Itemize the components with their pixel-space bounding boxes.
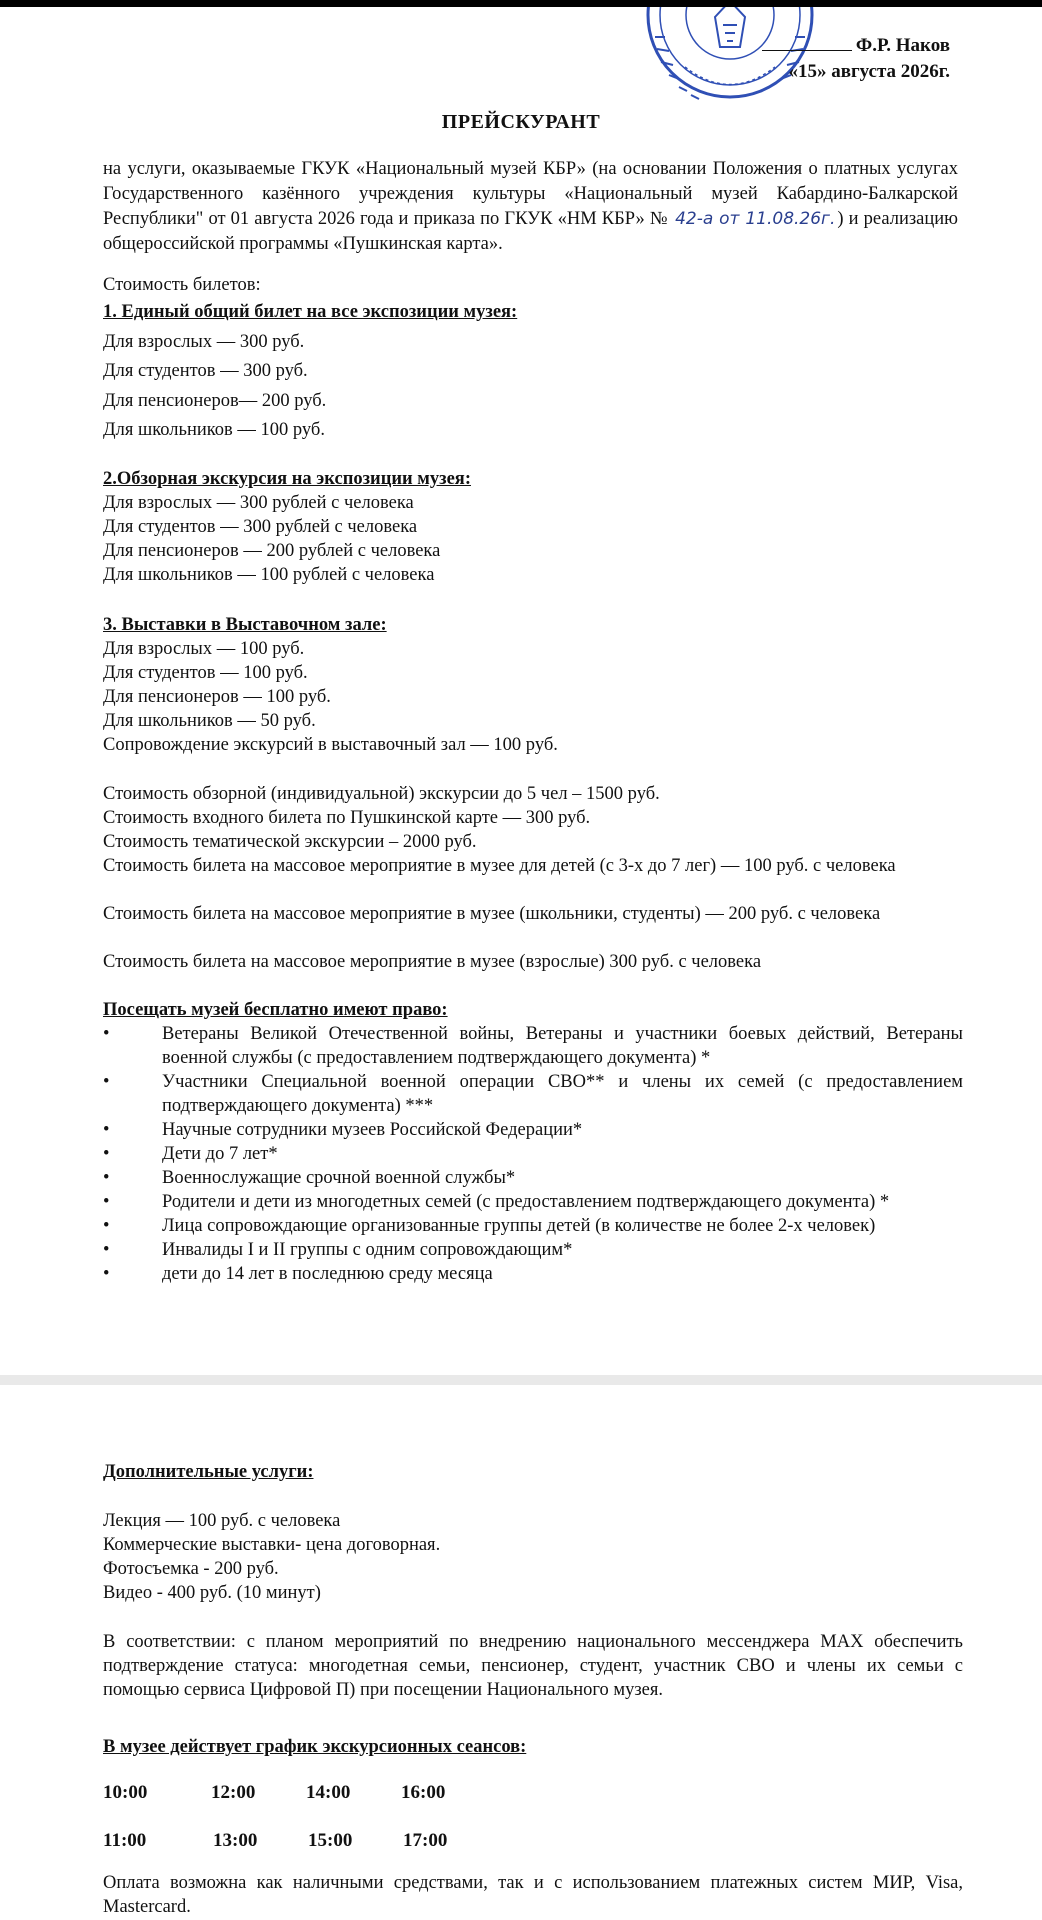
- other-prices-section: [103, 782, 963, 974]
- page-separator: [0, 1375, 1042, 1385]
- signer-name: Ф.Р. Наков: [855, 35, 950, 56]
- list-item: Фотосъемка - 200 руб.: [103, 1559, 279, 1579]
- intro-paragraph: [103, 157, 958, 257]
- list-item: Сопровождение экскурсий в выставочный зал — 100 руб.: [103, 735, 558, 755]
- session-time: 14:00: [306, 1782, 351, 1803]
- list-item: Для студентов — 300 рублей с человека: [103, 517, 418, 537]
- document-title: ПРЕЙСКУРАНТ: [441, 111, 601, 133]
- list-item-text: Научные сотрудники музеев Российской Федерации*: [162, 1120, 583, 1140]
- additional-services-list: [103, 1509, 963, 1605]
- list-item: Для взрослых — 300 рублей с человека: [103, 493, 414, 513]
- list-item: [103, 1238, 963, 1262]
- ticket-prices-section: [103, 272, 963, 446]
- list-item: Для пенсионеров— 200 руб.: [103, 390, 327, 411]
- list-item: [103, 1142, 963, 1166]
- list-item: [103, 1190, 963, 1214]
- list-item: Лекция — 100 руб. с человека: [103, 1511, 341, 1531]
- list-item: Для пенсионеров — 100 руб.: [103, 687, 331, 707]
- list-item: Для школьников — 50 руб.: [103, 711, 316, 731]
- intro-text: на услуги, оказываемые ГКУК «Национальный музей КБР» (на основании Положения о платных услугах Государственного казённого учреждения культуры «Национальный музей Кабардино-Балкарской Республики" от 01 августа 2026 года и приказа по ГКУК «НМ КБР» №: [103, 159, 958, 229]
- bullet: •: [103, 1192, 110, 1212]
- list-item: [103, 1214, 963, 1238]
- list-item: [103, 1022, 963, 1070]
- list-item: Стоимость билета на массовое мероприятие в музее (школьники, студенты) — 200 руб. с человека: [103, 904, 881, 924]
- session-time: 13:00: [213, 1830, 258, 1851]
- free-entry-heading: Посещать музей бесплатно имеют право:: [103, 1000, 448, 1020]
- handwritten-order-number: 42-а от 11.08.26г.: [675, 209, 836, 229]
- list-item-text: Инвалиды I и II группы с одним сопровождающим*: [162, 1240, 573, 1260]
- session-time: 10:00: [103, 1782, 148, 1803]
- list-item-text: Участники Специальной военной операции СВО** и члены их семей (с предоставлением подтверждающего документа) ***: [162, 1072, 963, 1116]
- bullet: •: [103, 1240, 110, 1260]
- bullet: •: [103, 1144, 110, 1164]
- schedule-heading: В музее действует график экскурсионных сеансов:: [103, 1737, 527, 1757]
- list-item: [103, 1118, 963, 1142]
- max-messenger-note: В соответствии: с планом мероприятий по внедрению национального мессенджера МАХ обеспечить подтверждение статуса: многодетная семьи, пенсионер, студент, участник СВО и члены их семьи с помощью сервиса Цифровой П) при посещении Национального музея.: [103, 1632, 963, 1700]
- list-item-text: Военнослужащие срочной военной службы*: [162, 1168, 516, 1188]
- session-time: 11:00: [103, 1830, 147, 1851]
- list-item: Для студентов — 100 руб.: [103, 663, 308, 683]
- list-item: Стоимость тематической экскурсии – 2000 руб.: [103, 832, 477, 852]
- bullet: •: [103, 1120, 110, 1140]
- document-page-1: [0, 7, 1042, 1375]
- list-item-text: Лица сопровождающие организованные группы детей (в количестве не более 2-х человек): [162, 1216, 876, 1236]
- list-item: Для школьников — 100 рублей с человека: [103, 565, 435, 585]
- bullet: •: [103, 1168, 110, 1188]
- list-item: Для взрослых — 100 руб.: [103, 639, 305, 659]
- session-time: 17:00: [403, 1830, 448, 1851]
- list-item-text: Дети до 7 лет*: [162, 1144, 278, 1164]
- list-item: Видео - 400 руб. (10 минут): [103, 1583, 321, 1603]
- list-item: Стоимость билета на массовое мероприятие в музее для детей (с 3-х до 7 лег) — 100 руб. с человека: [103, 856, 896, 876]
- document-page-2: [0, 1385, 1042, 1920]
- section3-heading: 3. Выставки в Выставочном зале:: [103, 615, 387, 635]
- list-item: Стоимость билета на массовое мероприятие в музее (взрослые) 300 руб. с человека: [103, 952, 762, 972]
- section1-heading: 1. Единый общий билет на все экспозиции музея:: [103, 302, 518, 322]
- list-item: Для пенсионеров — 200 рублей с человека: [103, 541, 441, 561]
- additional-heading: Дополнительные услуги:: [103, 1462, 314, 1482]
- session-time: 16:00: [401, 1782, 446, 1803]
- approval-signer: [0, 34, 950, 57]
- list-item: Для взрослых — 300 руб.: [103, 331, 305, 352]
- list-item: Стоимость входного билета по Пушкинской карте — 300 руб.: [103, 808, 591, 828]
- list-item-text: Ветераны Великой Отечественной войны, Ветераны и участники боевых действий, Ветераны военной службы (с предоставлением подтверждающего документа) *: [162, 1024, 963, 1068]
- list-item: [103, 1166, 963, 1190]
- approval-date: «15» августа 2026г.: [788, 61, 950, 82]
- excursion-section: [103, 467, 963, 587]
- price-heading: Стоимость билетов:: [103, 275, 261, 295]
- list-item: Коммерческие выставки- цена договорная.: [103, 1535, 441, 1555]
- list-item: Для школьников — 100 руб.: [103, 420, 325, 440]
- bullet: •: [103, 1216, 110, 1236]
- exhibition-section: [103, 613, 963, 757]
- session-time: 12:00: [211, 1782, 256, 1803]
- bullet: •: [103, 1264, 110, 1284]
- session-time: 15:00: [308, 1830, 353, 1851]
- top-edge-bar: [0, 0, 1042, 7]
- list-item: [103, 1262, 963, 1286]
- list-item-text: дети до 14 лет в последнюю среду месяца: [162, 1264, 493, 1284]
- bullet: •: [103, 1072, 110, 1092]
- signature-line: [762, 34, 852, 51]
- bullet: •: [103, 1024, 110, 1044]
- list-item-text: Родители и дети из многодетных семей (с предоставлением подтверждающего документа) *: [162, 1192, 890, 1212]
- intro-text-end: ) и реализацию общероссийской программы «Пушкинская карта».: [103, 209, 958, 254]
- free-entry-section: [103, 998, 963, 1286]
- payment-note: Оплата возможна как наличными средствами, так и с использованием платежных систем МИР, Visa, Mastercard.: [103, 1873, 963, 1917]
- schedule-section: [103, 1735, 963, 1759]
- additional-services-section: [103, 1460, 963, 1484]
- list-item: Для студентов — 300 руб.: [103, 361, 308, 381]
- list-item: Стоимость обзорной (индивидуальной) экскурсии до 5 чел – 1500 руб.: [103, 784, 660, 804]
- list-item: [103, 1070, 963, 1118]
- section2-heading: 2.Обзорная экскурсия на экспозиции музея:: [103, 469, 471, 489]
